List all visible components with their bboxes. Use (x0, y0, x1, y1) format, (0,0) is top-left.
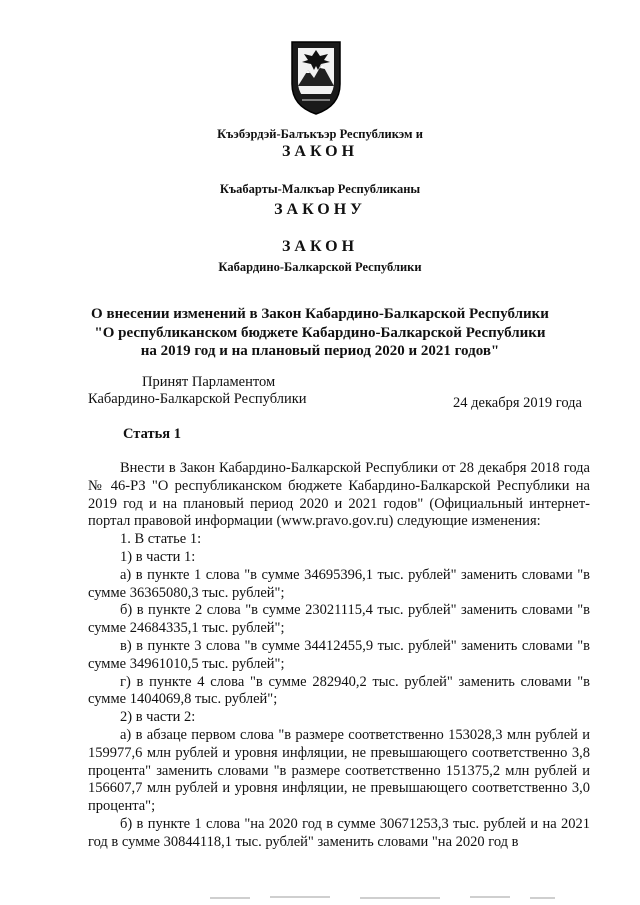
paragraph: 1. В статье 1: (120, 531, 202, 548)
law-title-line-2: "О республиканском бюджете Кабардино-Балкарской Республики (94, 325, 546, 341)
coat-of-arms-emblem (278, 36, 354, 118)
article-body (88, 460, 590, 852)
header-balkar-republic: Къабарты-Малкъар Республиканы (219, 182, 421, 196)
header-russian-law: ЗАКОН (281, 238, 359, 255)
paragraph: Внести в Закон Кабардино-Балкарской Республики от 28 декабря 2018 года № 46-РЗ "О республиканском бюджете Кабардино-Балкарской Республики на 2019 год и на плановый период 2020 и 2021 годов" (Официальный интернет-портал правовой информации (www.pravo.gov.ru) следующие изменения: (88, 460, 590, 530)
paragraph: в) в пункте 3 слова "в сумме 34412455,9 тыс. рублей" заменить словами "в сумме 34961010,5 тыс. рублей"; (88, 637, 590, 672)
header-kabardian-republic: Къэбэрдэй-Балъкъэр Республикэм и (217, 127, 423, 141)
adoption-date: 24 декабря 2019 года (453, 395, 582, 411)
paragraph: б) в пункте 1 слова "на 2020 год в сумме 30671253,3 тыс. рублей и на 2021 год в сумме 30844118,1 тыс. рублей" заменить словами "на 2020 год в (88, 815, 590, 850)
paragraph: а) в абзаце первом слова "в размере соответственно 153028,3 млн рублей и 159977,6 млн рублей и уровня инфляции, не превышающего соответственно 3,8 процента" заменить словами "в размере соответственно 151375,2 млн рублей и 156607,7 млн рублей и уровня инфляции, не превышающего соответственно 3,0 процента"; (88, 726, 590, 815)
paragraph: б) в пункте 2 слова "в сумме 23021115,4 тыс. рублей" заменить словами "в сумме 24684335,1 тыс. рублей"; (88, 602, 590, 637)
article-heading: Статья 1 (123, 426, 181, 442)
scan-marks (210, 893, 560, 901)
law-title-line-1: О внесении изменений в Закон Кабардино-Балкарской Республики (91, 306, 549, 322)
law-title-line-3: на 2019 год и на плановый период 2020 и 2021 годов" (140, 343, 500, 359)
paragraph: 1) в части 1: (120, 548, 196, 565)
header-balkar-law: ЗАКОНУ (274, 201, 366, 218)
adopted-by-parliament: Принят Парламентом (142, 374, 276, 390)
paragraph: 2) в части 2: (120, 709, 196, 726)
paragraph: а) в пункте 1 слова "в сумме 34695396,1 тыс. рублей" заменить словами "в сумме 36365080,3 тыс. рублей"; (88, 566, 590, 601)
adopted-by-republic: Кабардино-Балкарской Республики (88, 391, 307, 407)
header-kabardian-law: ЗАКОН (281, 143, 359, 160)
paragraph: г) в пункте 4 слова "в сумме 282940,2 тыс. рублей" заменить словами "в сумме 1404069,8 тыс. рублей"; (88, 673, 590, 708)
header-russian-republic: Кабардино-Балкарской Республики (218, 260, 422, 274)
